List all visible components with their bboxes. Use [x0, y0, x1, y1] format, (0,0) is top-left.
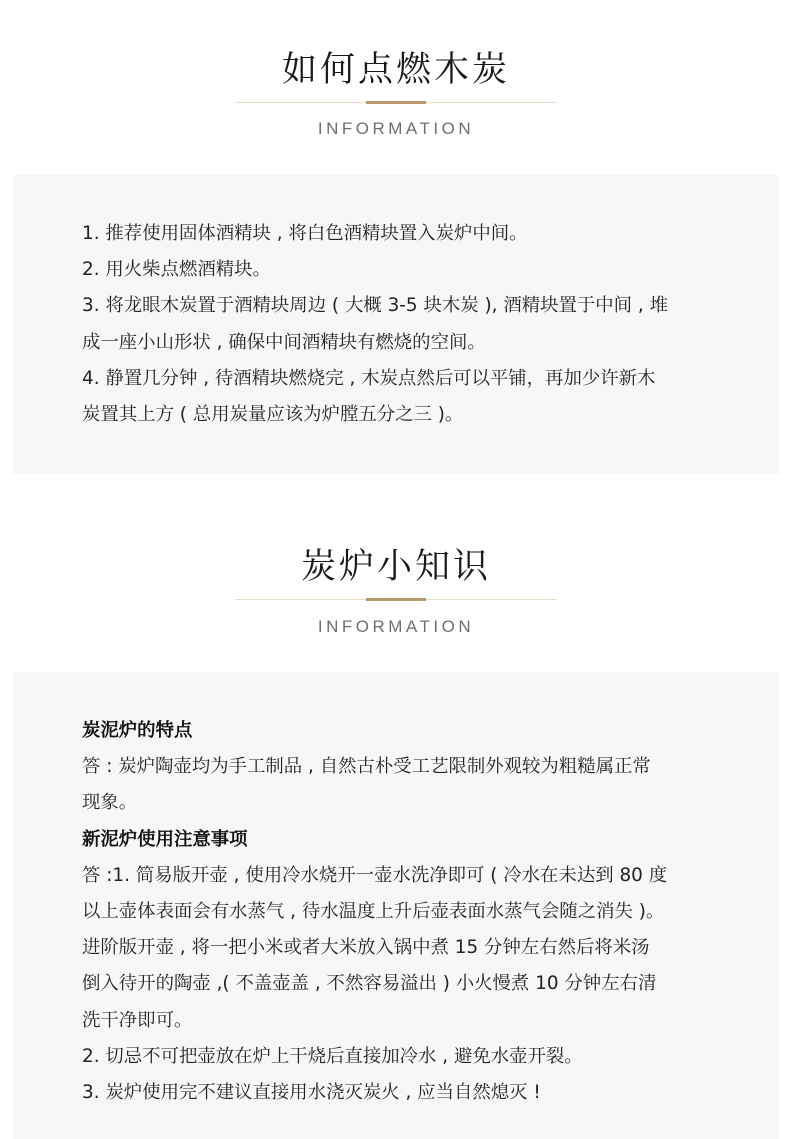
section2-title: 炭炉小知识: [300, 547, 491, 587]
section2-answer2-line-2: 以上壶体表面会有水蒸气 , 待水温度上升后壶表面水蒸气会随之消失 )。: [82, 901, 665, 923]
section1-subtitle: INFORMATION: [317, 119, 475, 138]
section1-content: [82, 216, 722, 433]
section2-answer2-line-6: 2. 切忌不可把壶放在炉上干烧后直接加冷水 , 避免水壶开裂。: [82, 1045, 583, 1067]
section1-line-2: 2. 用火柴点燃酒精块。: [82, 259, 271, 281]
section2-heading-notes: 新泥炉使用注意事项: [82, 828, 248, 850]
section2-answer1-line-2: 现象。: [82, 792, 138, 814]
section2-answer2-line-7: 3. 炭炉使用完不建议直接用水浇灭炭火 , 应当自然熄灭 !: [82, 1082, 541, 1104]
section2-header: [0, 545, 792, 589]
section1-header: [0, 48, 792, 92]
section1-title: 如何点燃木炭: [281, 50, 510, 90]
section2-heading-features: 炭泥炉的特点: [82, 720, 193, 741]
section1-line-4: 成一座小山形状 , 确保中间酒精块有燃烧的空间。: [82, 331, 486, 353]
section2-content: [82, 713, 722, 1111]
section2-answer2-line-3: 进阶版开壶 , 将一把小米或者大米放入锅中煮 15 分钟左右然后将米汤: [82, 937, 650, 959]
section1-line-6: 炭置其上方 ( 总用炭量应该为炉膛五分之三 )。: [82, 404, 464, 426]
section1-divider-accent: [366, 101, 426, 104]
section2-answer2-line-4: 倒入待开的陶壶 ,( 不盖壶盖 , 不然容易溢出 ) 小火慢煮 10 分钟左右清: [82, 973, 657, 995]
section2-answer1-line-1: 答 : 炭炉陶壶均为手工制品 , 自然古朴受工艺限制外观较为粗糙属正常: [82, 756, 651, 778]
section1-line-5: 4. 静置几分钟 , 待酒精块燃烧完 , 木炭点然后可以平铺，再加少许新木: [82, 367, 656, 389]
section2-answer2-line-1: 答 :1. 简易版开壶 , 使用冷水烧开一壶水洗净即可 ( 冷水在未达到 80 度: [82, 864, 668, 886]
section1-line-1: 1. 推荐使用固体酒精块 , 将白色酒精块置入炭炉中间。: [82, 223, 528, 244]
section2-divider-accent: [366, 598, 426, 601]
section2-subtitle: INFORMATION: [317, 617, 475, 636]
section2-answer2-line-5: 洗干净即可。: [82, 1009, 193, 1031]
section1-line-3: 3. 将龙眼木炭置于酒精块周边 ( 大概 3-5 块木炭 ), 酒精块置于中间 , 堆: [82, 295, 669, 317]
